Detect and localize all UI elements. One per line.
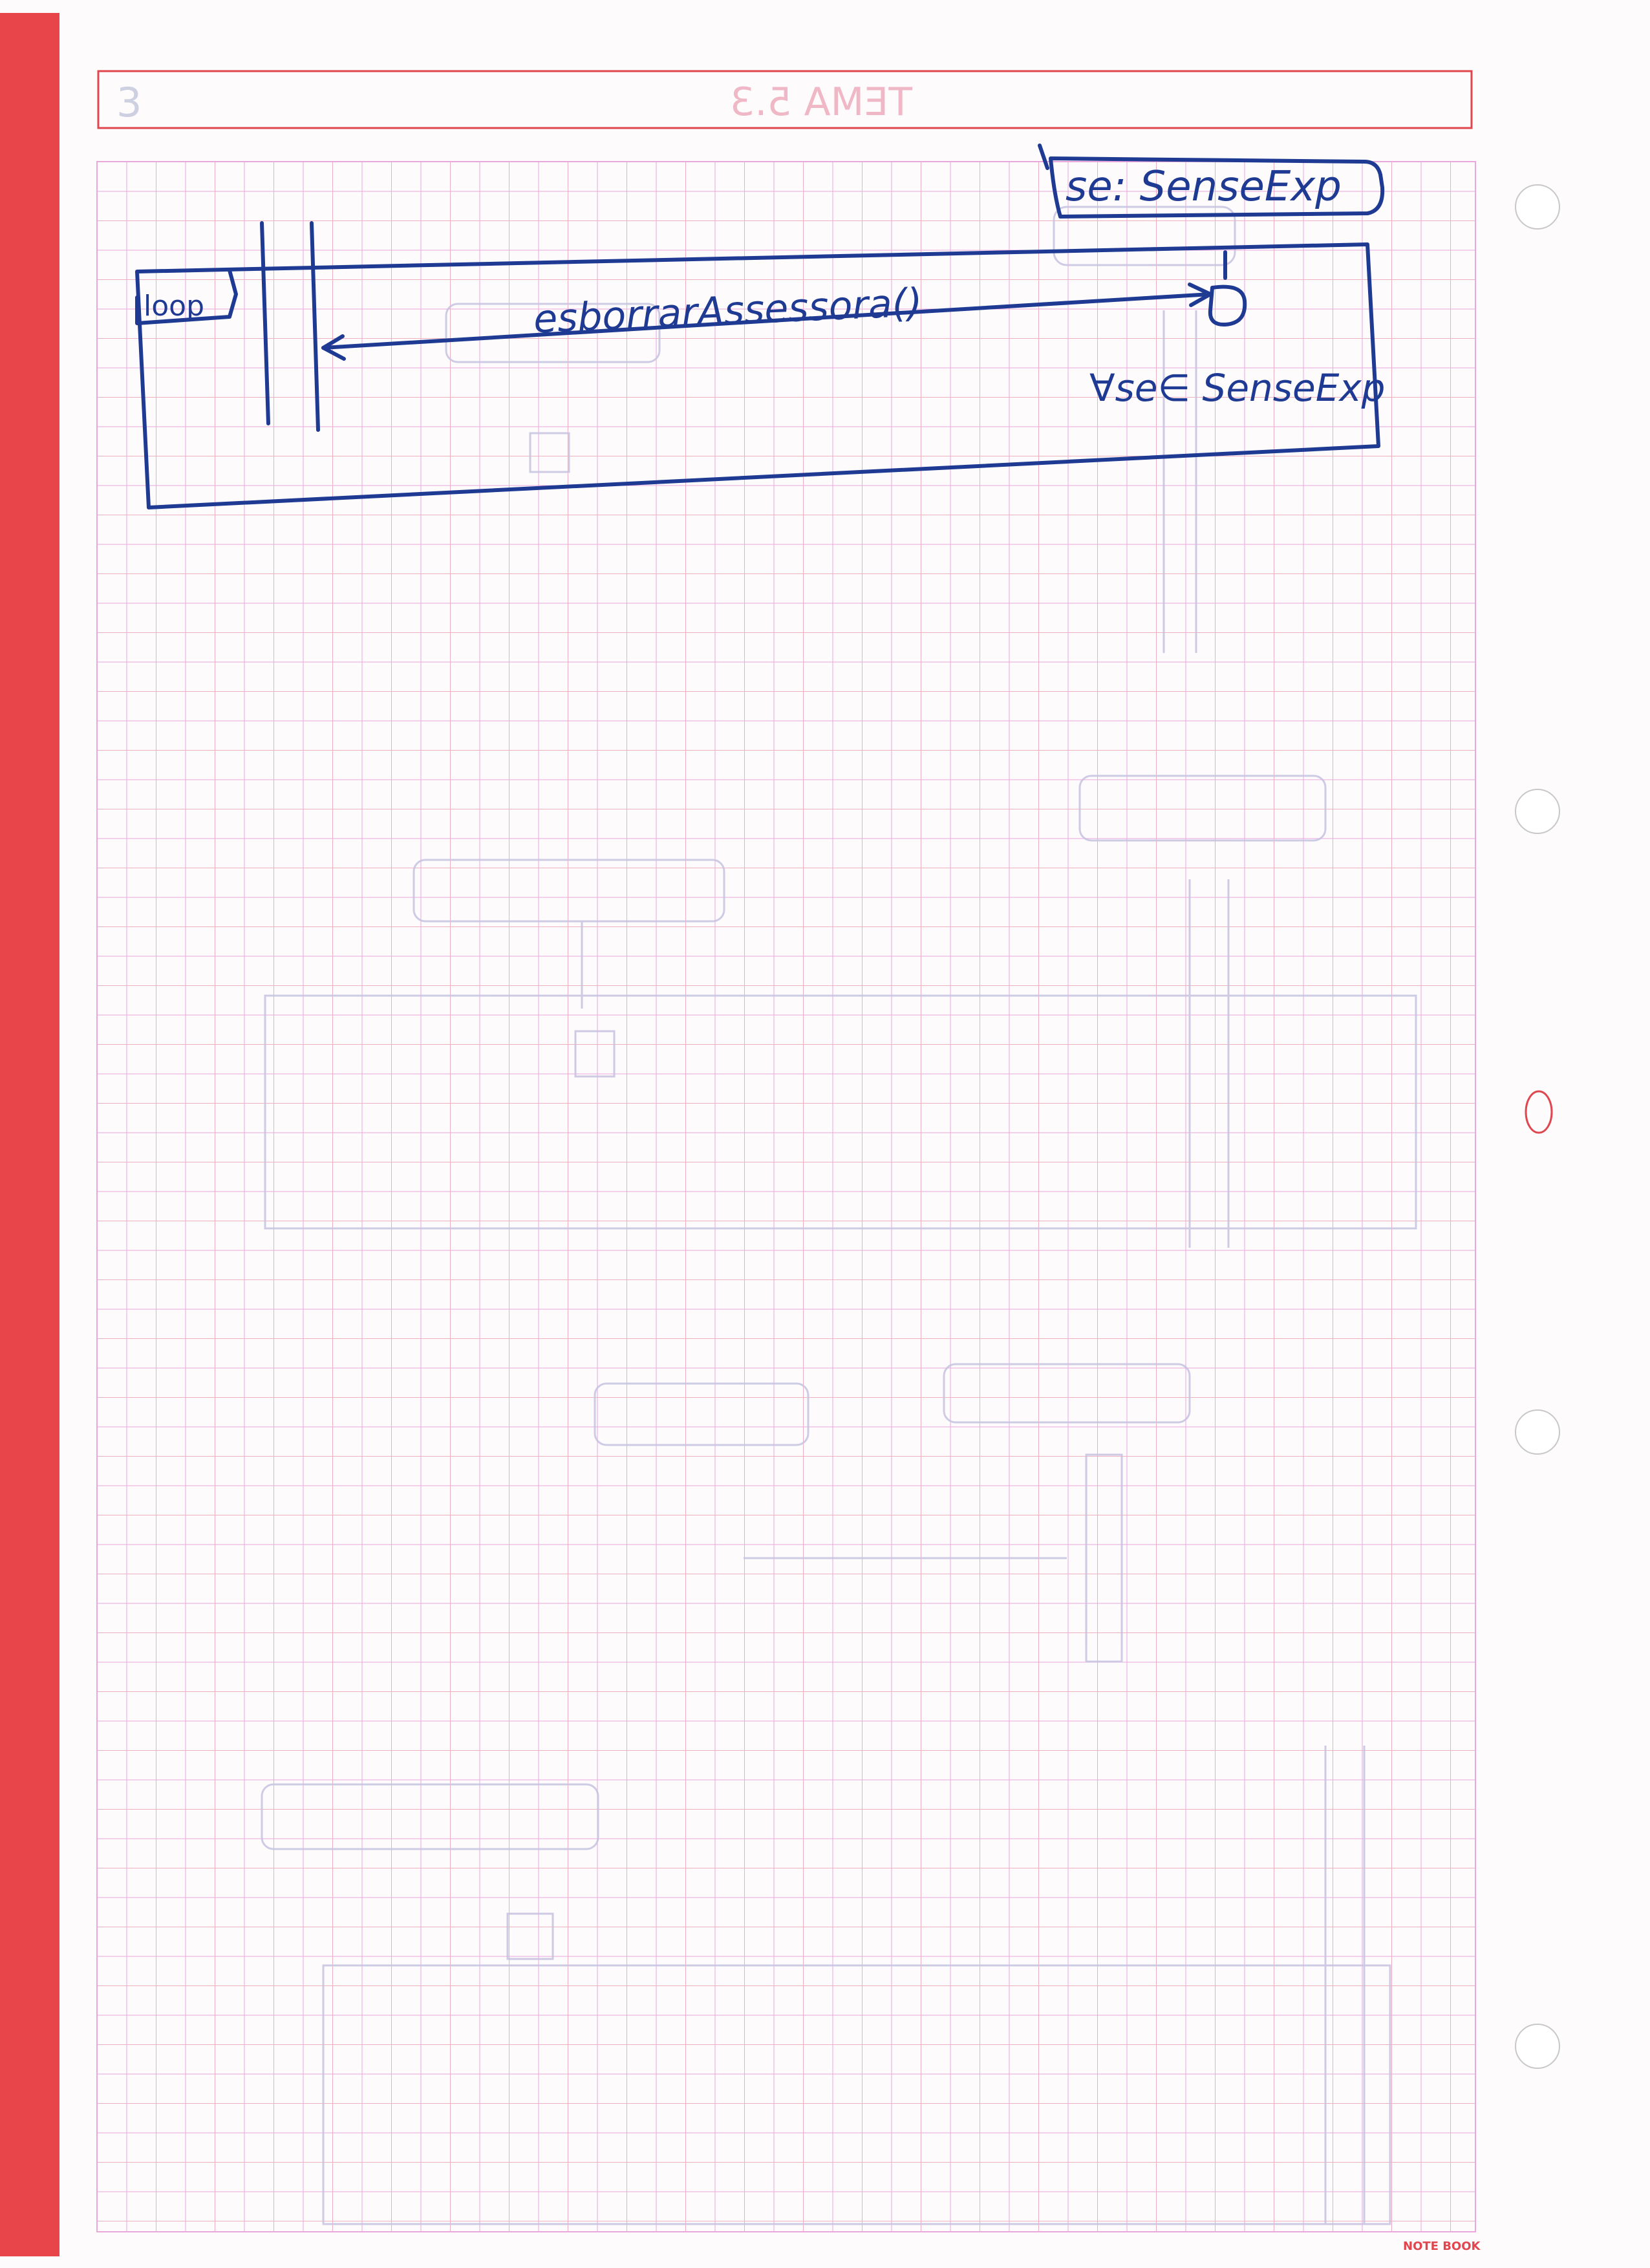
binder-hole: [1516, 2024, 1559, 2068]
brand-footer: NOTE BOOK: [1403, 2240, 1481, 2253]
margin-band: [0, 13, 59, 2256]
message-label: esborrarAssessora(): [532, 280, 923, 343]
guard-condition: ∀se∈ SenseExp: [1089, 366, 1386, 410]
loop-label: loop: [144, 290, 204, 323]
binder-hole: [1516, 789, 1559, 833]
page-title: TEMA 5.3: [730, 80, 912, 125]
page-number: 3: [116, 79, 142, 126]
binder-hole: [1516, 185, 1559, 229]
lifeline-label: se: SenseExp: [1066, 163, 1342, 211]
binder-hole: [1516, 1410, 1559, 1454]
